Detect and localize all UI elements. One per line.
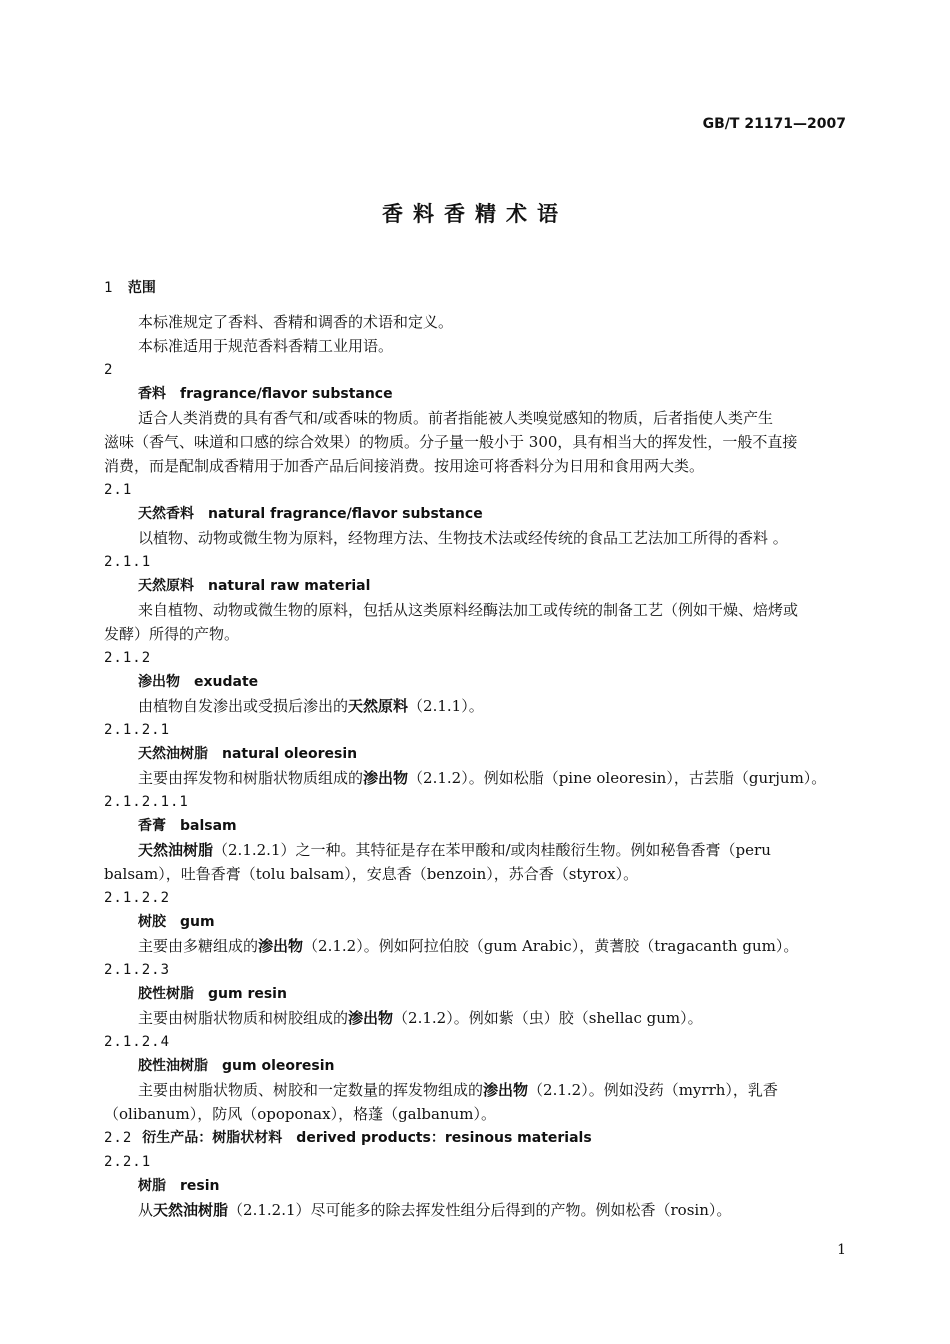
scope-paragraph-2: 本标准适用于规范香料香精工业用语。 (138, 337, 394, 355)
term-gum: 树胶 gum (138, 914, 215, 930)
cross-reference: 渗出物 (483, 1081, 529, 1099)
section-1-title: 范围 (127, 280, 156, 296)
definition-line: 天然油树脂（2.1.2.1）之一种。其特征是存在苯甲酸和/或肉桂酸衍生物。例如秘鲁香膏（peru (138, 841, 771, 859)
cross-reference: 天然油树脂 (138, 841, 214, 859)
section-2-2-1-number: 2.2.1 (104, 1154, 152, 1170)
term-natural-fragrance: 天然香料 natural fragrance/flavor substance (138, 506, 483, 522)
term-gum-resin: 胶性树脂 gum resin (138, 986, 287, 1002)
definition-line: 由植物自发渗出或受损后渗出的天然原料（2.1.1）。 (138, 697, 484, 715)
definition-line: 来自植物、动物或微生物的原料，包括从这类原料经酶法加工或传统的制备工艺（例如干燥、焙烤或 (138, 601, 799, 619)
definition-line: 主要由多糖组成的渗出物（2.1.2）。例如阿拉伯胶（gum Arabic），黄蓍胶（tragacanth gum）。 (138, 937, 799, 955)
section-2-1-2-1-number: 2.1.2.1 (104, 722, 171, 738)
section-2-1-1-number: 2.1.1 (104, 554, 152, 570)
cross-reference: 渗出物 (348, 1009, 394, 1027)
definition-line: （olibanum），防风（opoponax），格蓬（galbanum）。 (104, 1105, 497, 1123)
term-natural-raw-material: 天然原料 natural raw material (138, 578, 371, 594)
definition-line: 发酵）所得的产物。 (104, 625, 240, 643)
definition-line: 消费，而是配制成香精用于加香产品后间接消费。按用途可将香料分为日用和食用两大类。 (104, 457, 705, 475)
section-2-1-2-1-1-number: 2.1.2.1.1 (104, 794, 189, 810)
section-1-heading: 1 范围 (104, 280, 156, 296)
cross-reference: 渗出物 (258, 937, 304, 955)
cross-reference: 天然原料 (348, 697, 409, 715)
definition-line: 主要由挥发物和树脂状物质组成的渗出物（2.1.2）。例如松脂（pine oleoresin），古芸脂（gurjum）。 (138, 769, 827, 787)
definition-line: 滋味（香气、味道和口感的综合效果）的物质。分子量一般小于 300，具有相当大的挥发性，一般不直接 (104, 433, 798, 451)
definition-line: 适合人类消费的具有香气和/或香味的物质。前者指能被人类嗅觉感知的物质，后者指使人类产生 (138, 409, 774, 427)
section-2-1-2-3-number: 2.1.2.3 (104, 962, 171, 978)
definition-line: 以植物、动物或微生物为原料，经物理方法、生物技术法或经传统的食品工艺法加工所得的香料 。 (138, 529, 788, 547)
document-title: 香料香精术语 (382, 202, 568, 226)
section-2-1-2-4-number: 2.1.2.4 (104, 1034, 171, 1050)
document-body (104, 276, 848, 1222)
term-natural-oleoresin: 天然油树脂 natural oleoresin (138, 746, 358, 762)
term-fragrance: 香料 fragrance/flavor substance (138, 386, 393, 402)
section-2-2-heading: 2.2 衍生产品：树脂状材料 derived products：resinous materials (104, 1130, 592, 1146)
definition-line: 主要由树脂状物质和树胶组成的渗出物（2.1.2）。例如紫（虫）胶（shellac gum）。 (138, 1009, 703, 1027)
section-2-1-2-number: 2.1.2 (104, 650, 152, 666)
scope-paragraph-1: 本标准规定了香料、香精和调香的术语和定义。 (138, 313, 454, 331)
cross-reference: 渗出物 (363, 769, 409, 787)
standard-number: GB/T 21171—2007 (702, 116, 846, 132)
page-number: 1 (837, 1242, 846, 1258)
definition-line: 主要由树脂状物质、树胶和一定数量的挥发物组成的渗出物（2.1.2）。例如没药（myrrh），乳香 (138, 1081, 778, 1099)
section-2-1-2-2-number: 2.1.2.2 (104, 890, 171, 906)
definition-line: balsam），吐鲁香膏（tolu balsam），安息香（benzoin），苏合香（styrox）。 (104, 865, 639, 883)
term-resin: 树脂 resin (138, 1178, 220, 1194)
section-2-number: 2 (104, 362, 114, 378)
definition-line: 从天然油树脂（2.1.2.1）尽可能多的除去挥发性组分后得到的产物。例如松香（rosin）。 (138, 1201, 732, 1219)
term-exudate: 渗出物 exudate (138, 674, 259, 690)
cross-reference: 天然油树脂 (153, 1201, 229, 1219)
term-balsam: 香膏 balsam (138, 818, 237, 834)
section-2-1-number: 2.1 (104, 482, 133, 498)
term-gum-oleoresin: 胶性油树脂 gum oleoresin (138, 1058, 335, 1074)
